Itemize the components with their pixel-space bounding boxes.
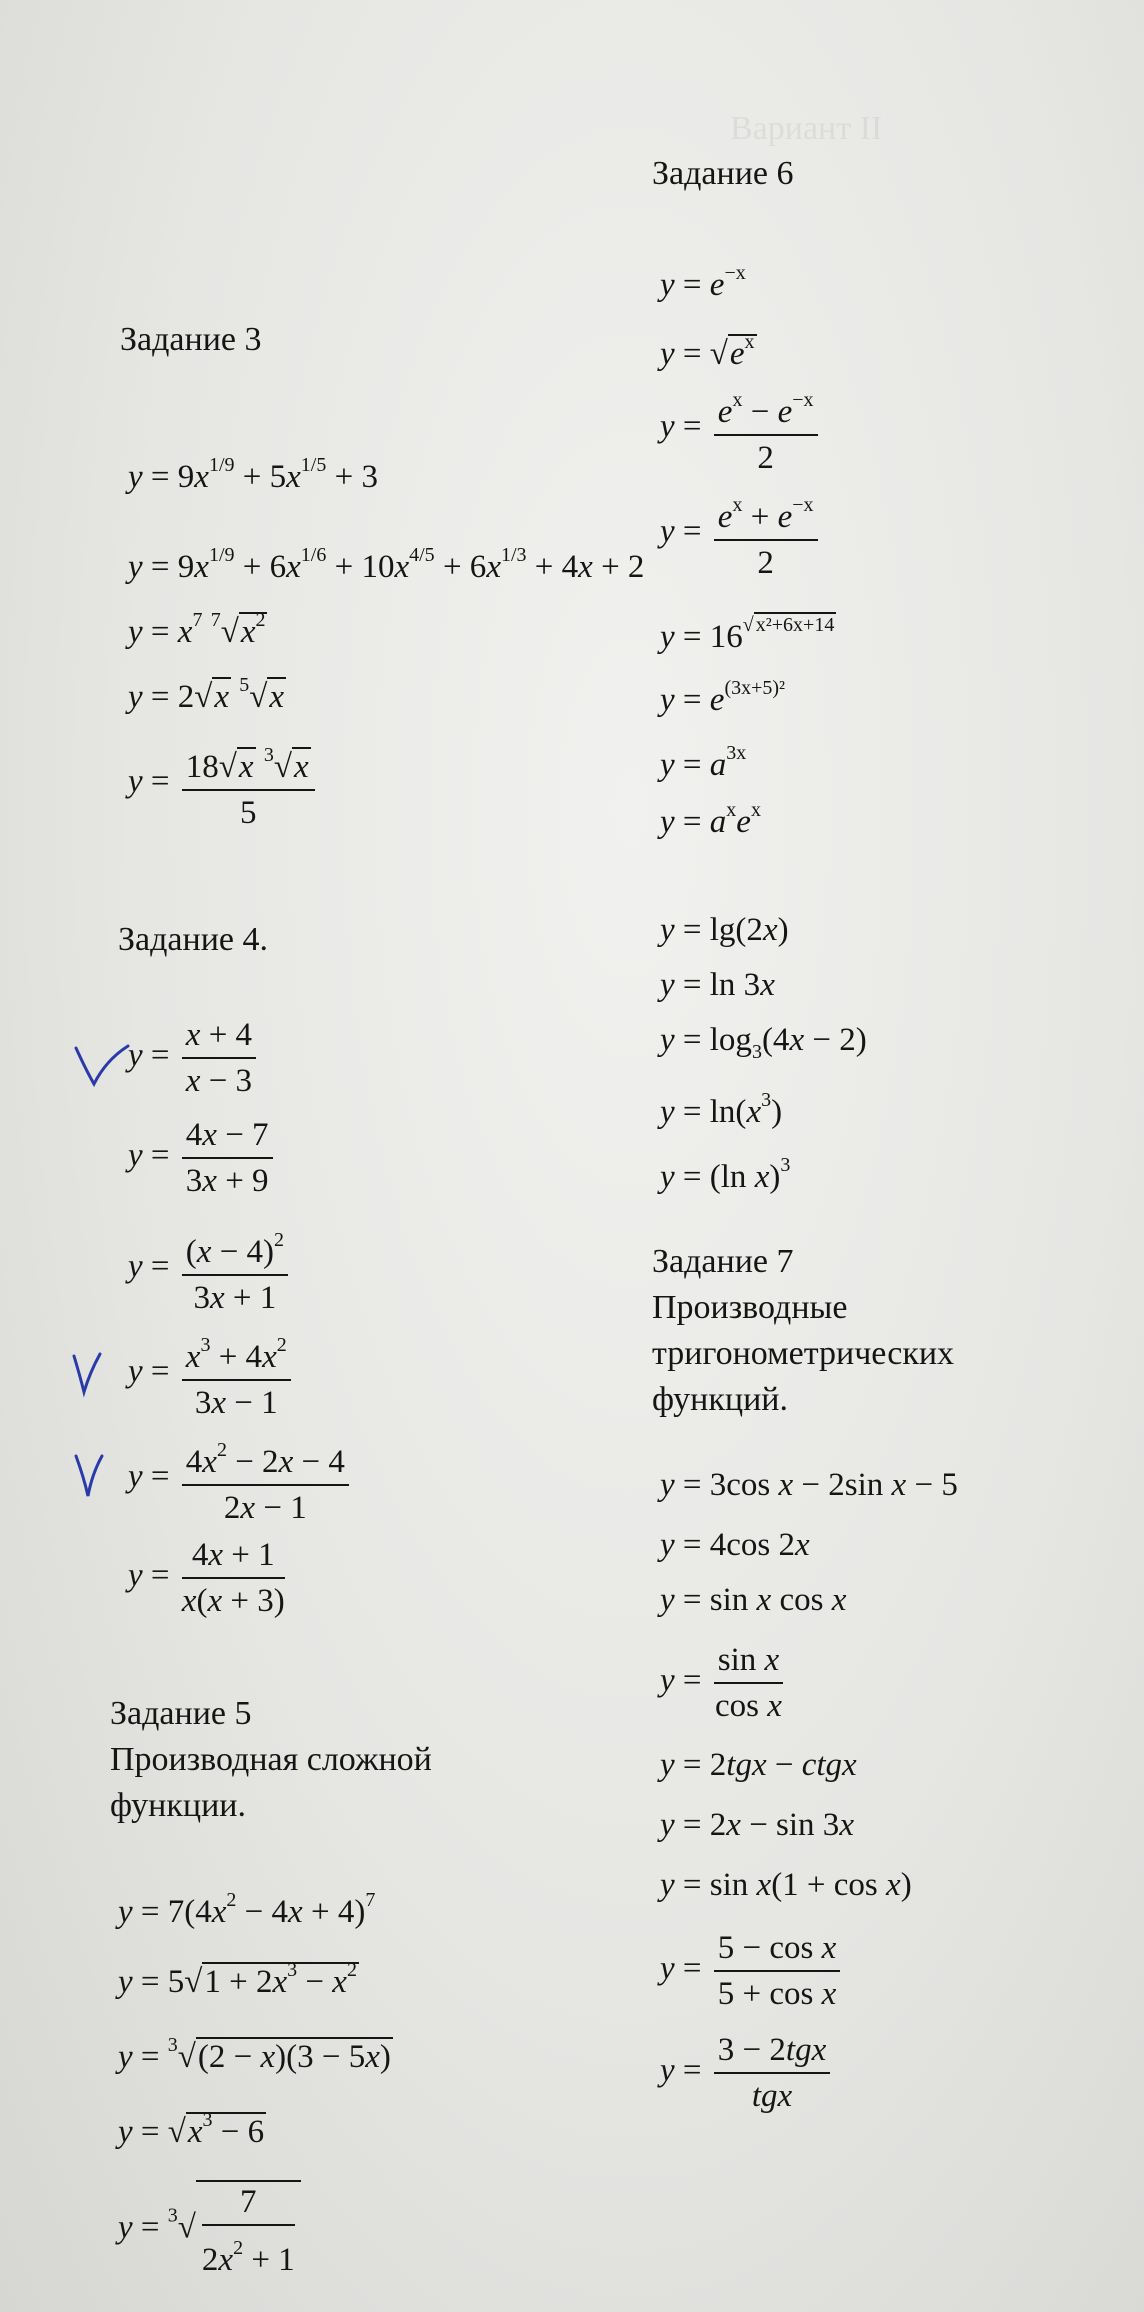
heading-task-6: Задание 6 <box>652 155 794 192</box>
formula-7-2: y = 4cos 2x <box>660 1527 810 1563</box>
formula-5-4: $y = √x^3 - 6$ <box>118 2109 265 2150</box>
formula-5-2: $y = 5√1 + 2x^3 - x^2$ <box>118 1959 357 2000</box>
formula-3-3: $y = x^7$ $^7√x^2$ <box>128 609 266 650</box>
formula-5-1: $y = 7(4x^2 - 4x + 4)^7$ <box>118 1889 376 1930</box>
formula-4-4: y = $\frac{x^3 + 4x^2}{3x - 1}$ <box>128 1325 295 1423</box>
formula-4-1: y = $\frac{x + 4}{x - 3}$ <box>128 1015 260 1101</box>
formula-3-5: y = $\frac{18√x ^3√x}{5}$ <box>128 735 319 833</box>
formula-7-8: y = $\frac{\text{5 − cos x}}{\text{5 + cos x}}$ <box>660 1928 844 2014</box>
heading-task-3: Задание 3 <box>120 321 262 358</box>
heading-task-7-line4: функций. <box>652 1381 788 1418</box>
formula-7-9: y = $\frac{\text{3 − 2tgx}}{\text{tgx}}$ <box>660 2030 834 2116</box>
heading-task-4: Задание 4. <box>118 921 268 958</box>
formula-4-6: y = $\frac{4x + 1}{x(x + 3)}$ <box>128 1537 285 1619</box>
bleed-through-text: Вариант II <box>730 110 883 147</box>
formula-3-1: $y = 9x^{1/9} + 5x^{1/5} + 3$ <box>128 454 378 495</box>
formula-6-8: $y = a^xe^x$ <box>660 799 761 840</box>
formula-7-7: y = sin x(1 + cos x) <box>660 1867 912 1903</box>
heading-task-5-line2: Производная сложной <box>110 1741 432 1778</box>
formula-4-2: y = $\frac{4x - 7}{3x + 9}$ <box>128 1115 277 1201</box>
heading-task-5-line3: функции. <box>110 1787 246 1824</box>
formula-7-6: y = 2x − sin 3x <box>660 1807 854 1843</box>
formula-6-2: $y = √e^x$ <box>660 331 755 372</box>
formula-5-5: y = $^3$√ $\frac{7}{2x^2 + 1}$ <box>118 2180 301 2280</box>
formula-4-3: y = $\frac{(x - 4)^2}{3x + 1}$ <box>128 1220 292 1318</box>
heading-task-7-line1: Задание 7 <box>652 1243 794 1280</box>
formula-6-11: $y = \log_3(4x - 2)$ <box>660 1022 867 1063</box>
formula-6-3: y = $\frac{e^x - e^{-x}}{2}$ <box>660 380 822 478</box>
check-mark-icon <box>72 1450 112 1502</box>
formula-7-3: y = sin x cos x <box>660 1582 847 1618</box>
formula-3-4: y = 2√x $^5$√x <box>128 674 285 715</box>
formula-3-2: $y = 9x^{1/9} + 6x^{1/6} + 10x^{4/5} + 6x^{1/3} + 4x + 2$ <box>128 544 645 585</box>
formula-6-4: y = $\frac{e^x + e^{-x}}{2}$ <box>660 485 822 583</box>
formula-6-7: $y = a^{3x}$ <box>660 742 747 783</box>
formula-6-9: y = lg(2x) <box>660 912 789 948</box>
check-mark-icon <box>70 1350 110 1398</box>
formula-5-3: y = $^3$√(2 − x)(3 − 5x) <box>118 2034 391 2075</box>
formula-6-13: y = (ln x)$^3$ <box>660 1154 791 1195</box>
formula-7-1: y = 3cos x − 2sin x − 5 <box>660 1467 958 1503</box>
formula-7-4: y = $\frac{\text{sin x}}{\text{cos x}}$ <box>660 1642 782 1724</box>
check-mark-icon <box>72 1040 132 1088</box>
formula-6-1: $y = e^{-x}$ <box>660 262 746 303</box>
formula-6-5: $y = 16^{√ x^2+6x+14}$ <box>660 614 835 655</box>
formula-6-6: $y = e^{(3x+5)^2}$ <box>660 677 786 718</box>
heading-task-7-line2: Производные <box>652 1289 848 1326</box>
formula-4-5: y = $\frac{4x^2 - 2x - 4}{2x - 1}$ <box>128 1430 353 1528</box>
formula-7-5: y = 2tgx − ctgx <box>660 1747 857 1783</box>
formula-6-12: $y = \ln(x^3)$ <box>660 1089 783 1130</box>
formula-6-10: y = ln 3x <box>660 967 775 1003</box>
heading-task-7-line3: тригонометрических <box>652 1335 955 1372</box>
heading-task-5-line1: Задание 5 <box>110 1695 252 1732</box>
